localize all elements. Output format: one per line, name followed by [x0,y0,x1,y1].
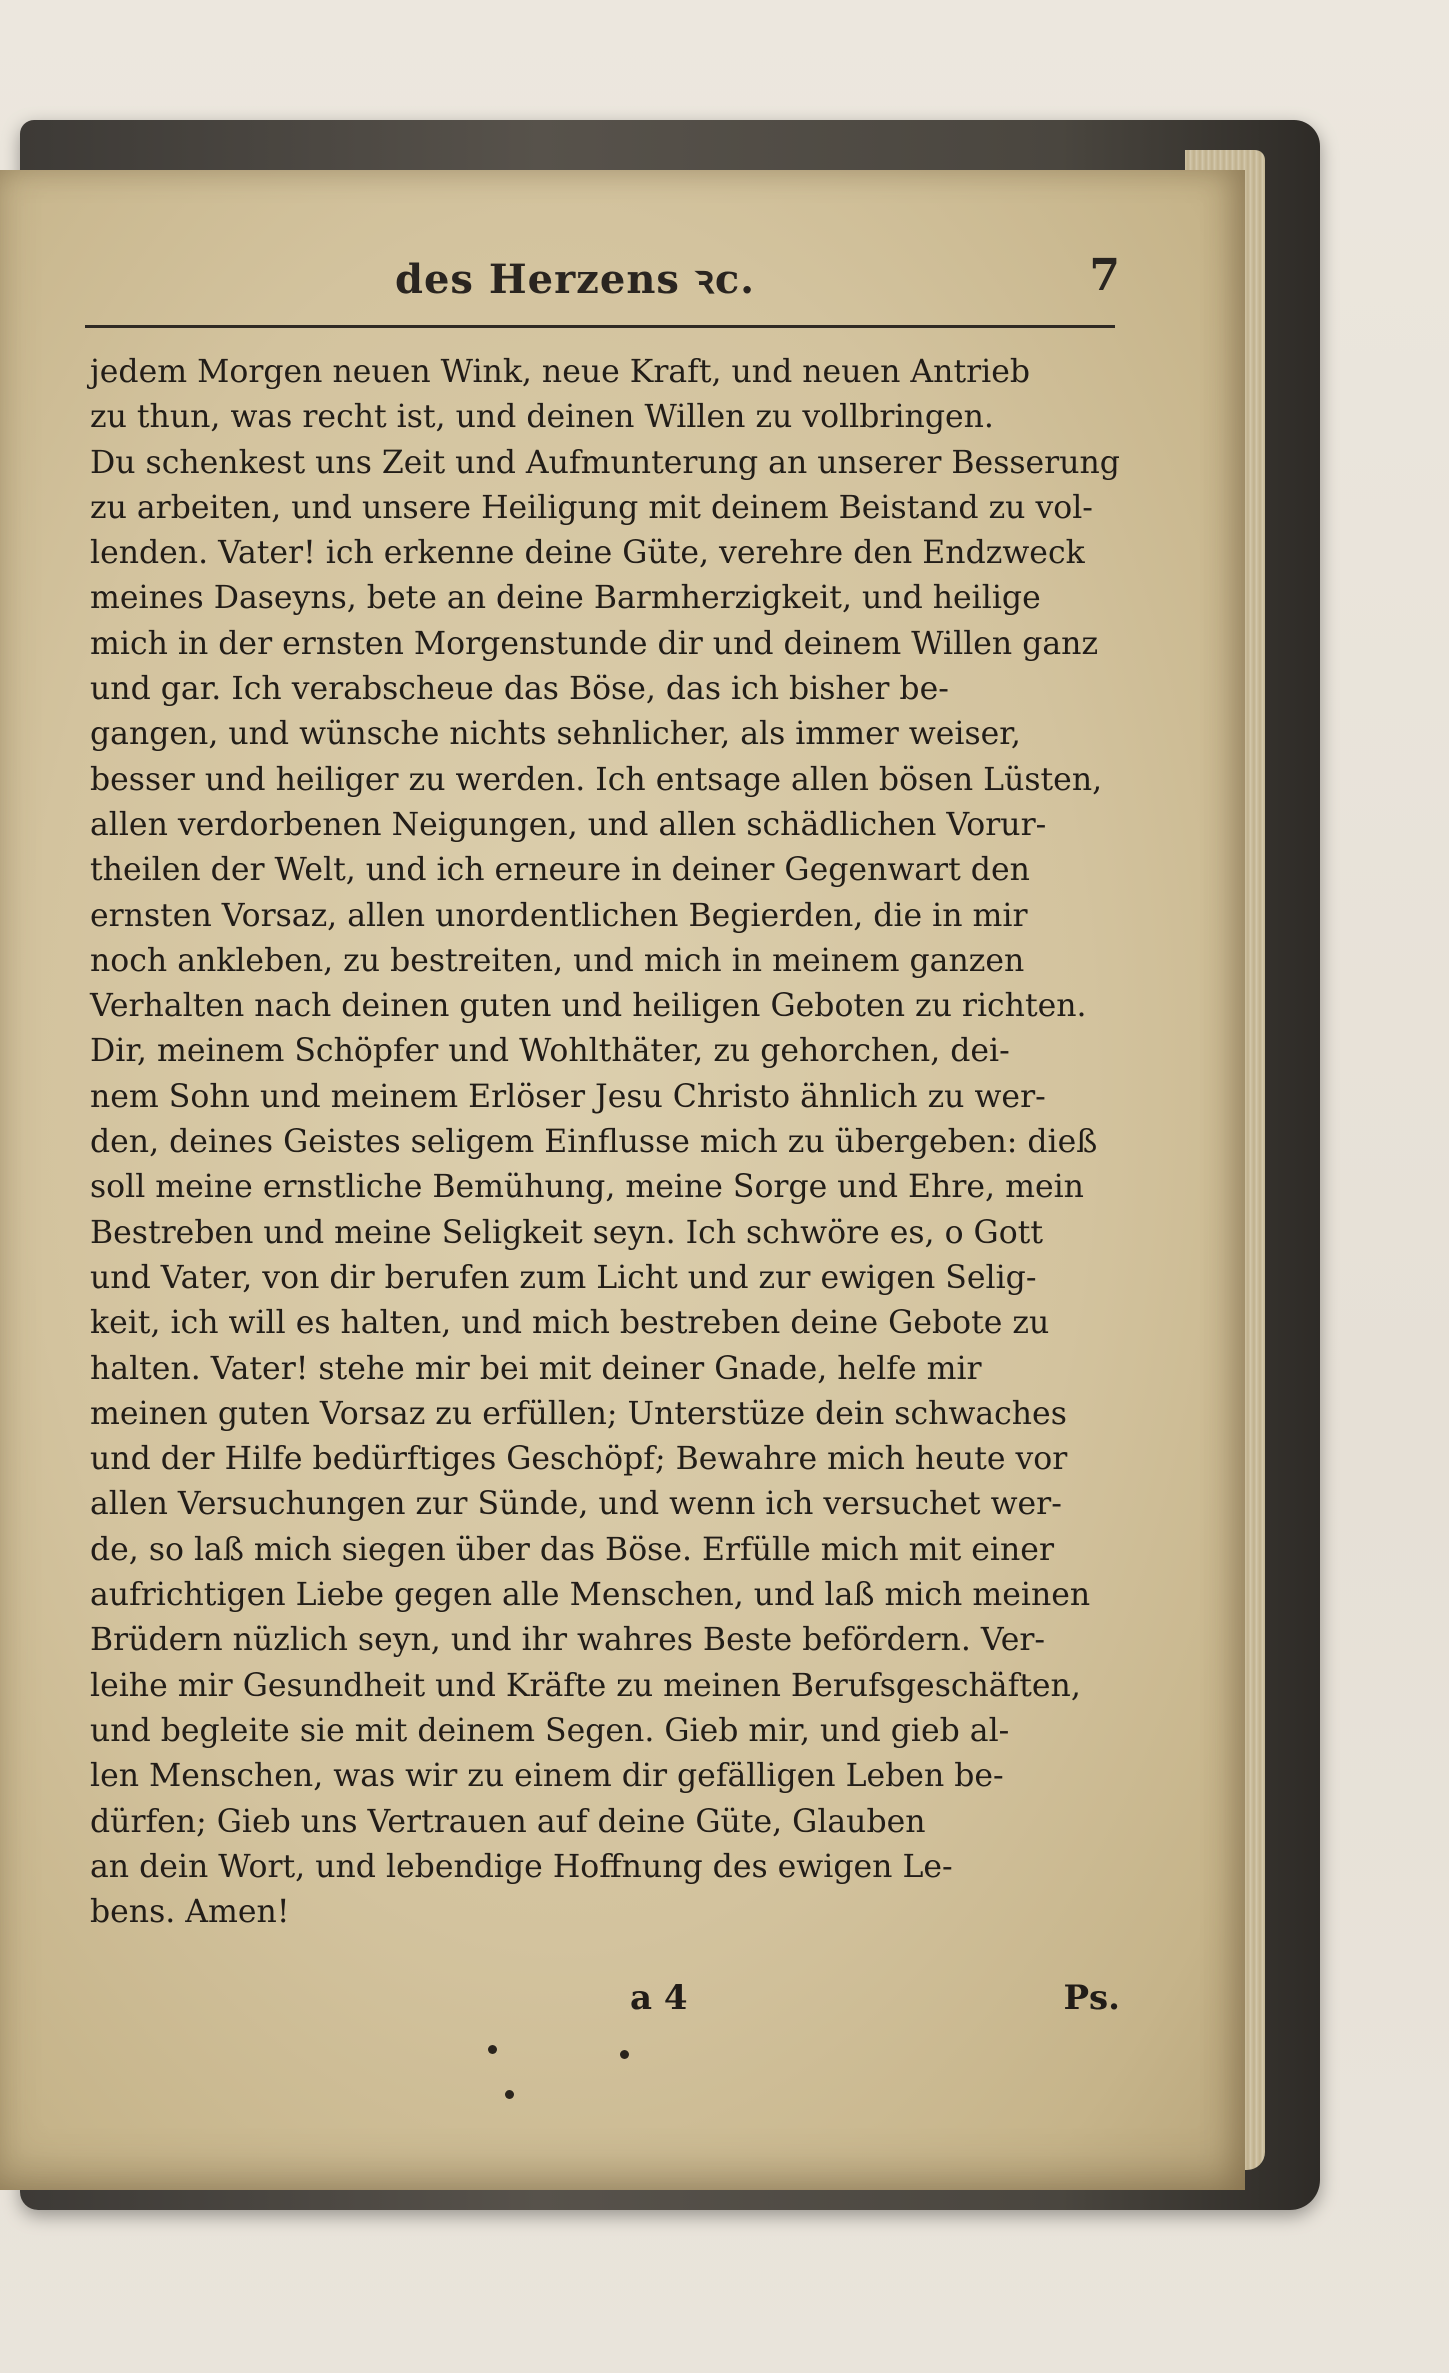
running-head: des Herzens ꝛc. [395,256,756,303]
text-line: theilen der Welt, und ich erneure in deiner Gegenwart den [90,852,1030,889]
text-line: len Menschen, was wir zu einem dir gefälligen Leben be- [90,1758,1004,1795]
body-text [90,350,1150,1935]
signature-mark: a 4 [630,1978,688,2018]
catchword: Ps. [1063,1978,1120,2018]
text-line: und gar. Ich verabscheue das Böse, das ich bisher be- [90,671,949,708]
page-footer [90,1978,1150,2038]
text-line: halten. Vater! stehe mir bei mit deiner Gnade, helfe mir [90,1350,982,1387]
text-line: und Vater, von dir berufen zum Licht und zur ewigen Selig- [90,1259,1037,1296]
ink-speck [620,2050,629,2059]
text-line: noch ankleben, zu bestreiten, und mich in meinem ganzen [90,942,1025,979]
text-line: Bestreben und meine Seligkeit seyn. Ich schwöre es, o Gott [90,1214,1043,1251]
text-line: de, so laß mich siegen über das Böse. Erfülle mich mit einer [90,1531,1054,1568]
text-line: aufrichtigen Liebe gegen alle Menschen, und laß mich meinen [90,1577,1091,1614]
text-line: allen Versuchungen zur Sünde, und wenn ich versuchet wer- [90,1486,1062,1523]
text-line: mich in der ernsten Morgenstunde dir und deinem Willen ganz [90,625,1099,662]
header-rule [85,325,1115,328]
text-line: lenden. Vater! ich erkenne deine Güte, verehre den Endzweck [90,535,1085,572]
text-line: Verhalten nach deinen guten und heiligen Geboten zu richten. [90,988,1087,1025]
text-line: an dein Wort, und lebendige Hoffnung des ewigen Le- [90,1848,953,1885]
page-header [80,250,1140,310]
text-line: jedem Morgen neuen Wink, neue Kraft, und neuen Antrieb [90,354,1031,390]
text-line: ernsten Vorsaz, allen unordentlichen Begierden, die in mir [90,897,1028,934]
text-line: gangen, und wünsche nichts sehnlicher, als immer weiser, [90,716,1021,753]
text-line: zu arbeiten, und unsere Heiligung mit deinem Beistand zu vol- [90,489,1093,526]
text-line: leihe mir Gesundheit und Kräfte zu meinen Berufsgeschäften, [90,1667,1081,1704]
text-line: nem Sohn und meinem Erlöser Jesu Christo ähnlich zu wer- [90,1078,1046,1115]
text-line: Dir, meinem Schöpfer und Wohlthäter, zu gehorchen, dei- [90,1033,1010,1070]
page-number: 7 [1089,250,1120,301]
text-line: den, deines Geistes seligem Einflusse mich zu übergeben: dieß [90,1124,1098,1161]
text-line: besser und heiliger zu werden. Ich entsage allen bösen Lüsten, [90,761,1103,798]
text-line: zu thun, was recht ist, und deinen Willen zu vollbringen. [90,399,994,436]
text-line: dürfen; Gieb uns Vertrauen auf deine Güte, Glauben [90,1803,926,1840]
text-line: und der Hilfe bedürftiges Geschöpf; Bewahre mich heute vor [90,1441,1068,1478]
text-line: keit, ich will es halten, und mich bestreben deine Gebote zu [90,1305,1050,1342]
text-line: allen verdorbenen Neigungen, und allen schädlichen Vorur- [90,806,1047,843]
text-line: und begleite sie mit deinem Segen. Gieb mir, und gieb al- [90,1712,1010,1749]
text-line: soll meine ernstliche Bemühung, meine Sorge und Ehre, mein [90,1169,1084,1206]
text-line: meinen guten Vorsaz zu erfüllen; Unterstüze dein schwaches [90,1395,1067,1432]
text-line: meines Daseyns, bete an deine Barmherzigkeit, und heilige [90,580,1041,617]
ink-speck [505,2090,514,2099]
text-line: Brüdern nüzlich seyn, und ihr wahres Beste befördern. Ver- [90,1622,1046,1659]
ink-speck [488,2045,497,2054]
text-line: bens. Amen! [90,1894,290,1931]
text-line: Du schenkest uns Zeit und Aufmunterung an unserer Besserung [90,444,1120,481]
